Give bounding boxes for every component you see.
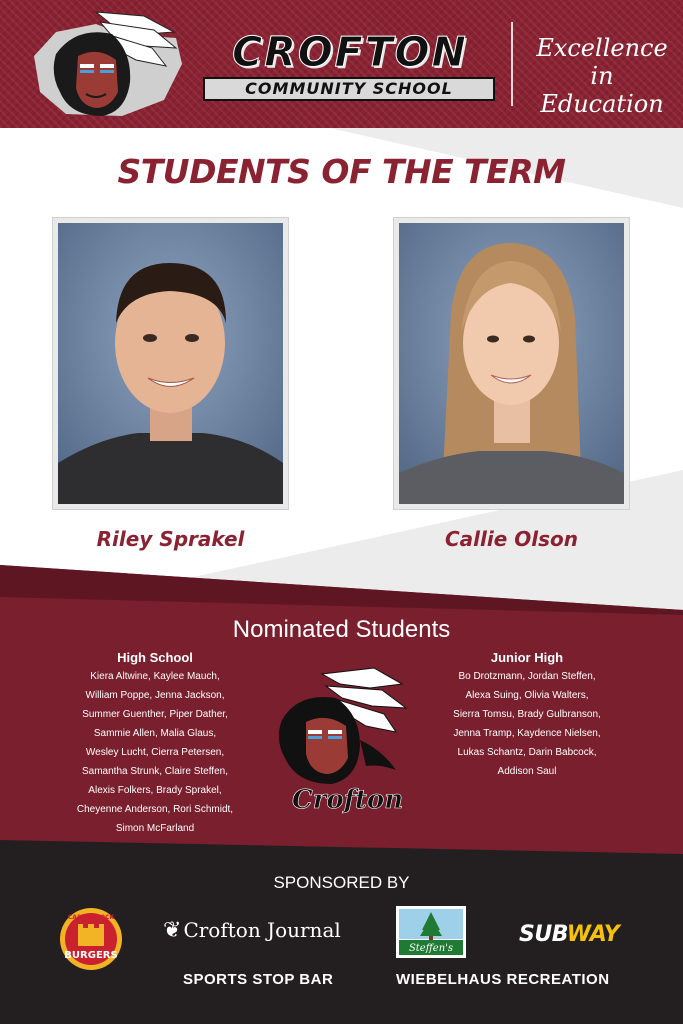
sponsor-wiebelhaus-recreation: WIEBELHAUS RECREATION [396,971,610,988]
list-item: Addison Saul [497,766,557,777]
castle-rock-top-text: CASTLE ROCK [67,914,115,921]
subway-sub-text: SUB [519,922,567,947]
list-item: Cheyenne Anderson, Rori Schmidt, [76,804,234,815]
list-item: Alexis Folkers, Brady Sprakel, [88,785,222,796]
motto [522,34,682,118]
crofton-journal-text: Crofton Journal [183,918,341,942]
list-item: Sierra Tomsu, Brady Gulbranson, [453,709,601,720]
mascot-logo-icon [26,4,186,124]
castle-rock-bottom-text: BURGERS [64,950,118,961]
student-name-2: Callie Olson [444,527,578,551]
crofton-mascot-icon [262,660,420,820]
list-item: Summer Guenther, Piper Dather, [82,709,228,720]
list-item: Sammie Allen, Malia Glaus, [93,728,217,739]
list-item: Samantha Strunk, Claire Steffen, [81,766,228,777]
quill-icon: ❦ [163,918,182,943]
motto-line-1: Excellence in [536,34,668,90]
list-item: William Poppe, Jenna Jackson, [85,690,225,701]
list-item: Bo Drotzmann, Jordan Steffen, [458,671,596,682]
sponsor-sports-stop-bar: SPORTS STOP BAR [183,971,334,988]
school-name: CROFTON [232,28,468,76]
subway-logo [519,922,629,952]
student-photo-1 [58,223,283,504]
nominated-title: Nominated Students [232,616,451,643]
school-subname: COMMUNITY SCHOOL [203,77,495,101]
list-item: Jenna Tramp, Kaydence Nielsen, [453,728,601,739]
junior-high-list [417,667,637,781]
student-photo-frame-2 [393,217,630,510]
list-item: Lukas Schantz, Darin Babcock, [457,747,597,758]
student-photo-frame-1 [52,217,289,510]
list-item: Kiera Altwine, Kaylee Mauch, [90,671,220,682]
junior-high-heading: Junior High [490,650,564,665]
page-title: STUDENTS OF THE TERM [117,152,566,191]
castle-rock-burgers-logo [56,906,126,972]
sponsor-title: SPONSORED BY [273,873,410,892]
high-school-heading: High School [117,650,193,665]
steffens-text: Steffen's [408,943,454,954]
list-item: Simon McFarland [115,823,195,834]
header-banner [0,0,683,128]
high-school-list [45,667,265,838]
steffens-logo [396,906,466,958]
student-photo-2 [399,223,624,504]
motto-line-2: Education [540,90,664,118]
header-divider [511,22,513,106]
list-item: Wesley Lucht, Cierra Petersen, [85,747,225,758]
crofton-journal-logo [163,918,353,952]
list-item: Alexa Suing, Olivia Walters, [465,690,589,701]
crofton-logo-script: Crofton [292,785,404,815]
subway-way-text: WAY [566,922,620,947]
student-name-1: Riley Sprakel [96,527,245,551]
